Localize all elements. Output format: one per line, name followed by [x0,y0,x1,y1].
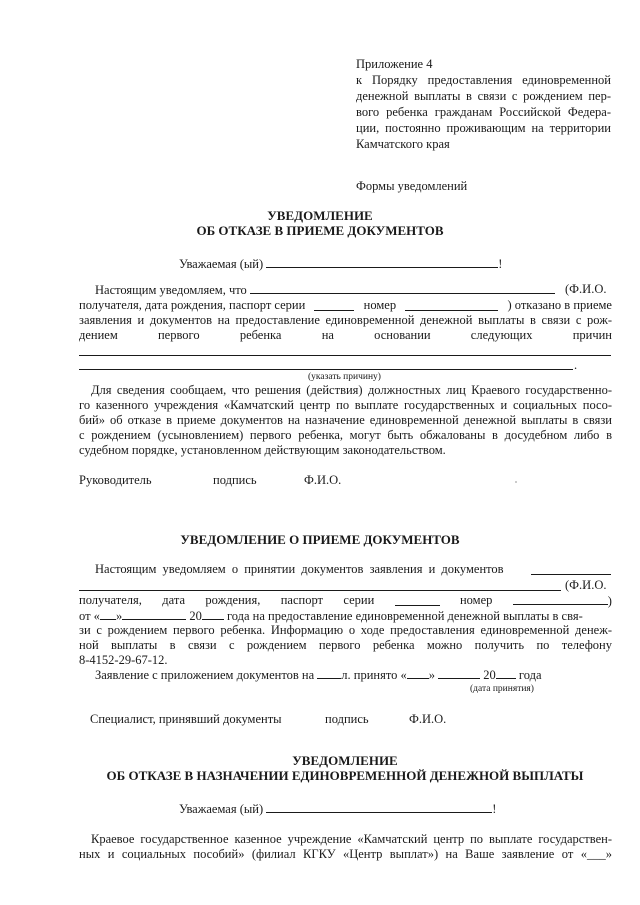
signature-fio: Ф.И.О. [304,473,342,487]
passport-series-blank [314,299,354,311]
word: серии [343,593,375,607]
signature-head: Руководитель [79,473,152,487]
notice3-title: УВЕДОМЛЕНИЕ [292,753,398,768]
year-blank [496,667,516,679]
text: года на предоставление единовременной денежной выплаты в свя- [226,609,583,623]
appendix-text-line: Камчатского края [356,137,450,151]
notice1-p2-line: Для сведения сообщаем, что решения (действия) должностных лиц Краевого государственно- [91,383,612,397]
day-blank [407,667,429,679]
text: от « [79,609,100,623]
passport-series-blank [395,594,440,606]
word: паспорт [280,593,324,607]
notice2-line3 [79,593,612,609]
text: ) отказано в приеме [507,298,612,312]
notice1-p1-line2 [79,298,612,313]
appendix-text-line: вого ребенка гражданам Российской Федера- [356,105,611,119]
signature-fio: Ф.И.О. [409,712,447,726]
month-blank [438,667,480,679]
notice3-line1: Краевое государственное казенное учреждение «Камчатский центр по выплате государствен- [91,832,612,846]
text: л. принято « [341,668,407,682]
word: дата [162,593,186,607]
greeting-label: Уважаемая (ый) [179,802,264,816]
word: рождения, [205,593,261,607]
word: номер [459,593,493,607]
text: Настоящим уведомляем о принятии документов заявления и документов [95,562,504,576]
text: Заявление с приложением документов на [95,668,315,682]
greeting-label: Уважаемая (ый) [179,257,264,271]
word: ребенка [239,328,282,342]
word: первого [157,328,200,342]
notice2-line6: ной выплаты в связи с рождением первого ребенка можно получить по телефону [79,638,612,652]
month-blank [122,608,186,620]
notice1-p2-line: го казенного учреждения «Камчатский центр по выплате государственных и социальных посо- [79,398,612,412]
text: ) [607,594,612,608]
reason-hint: (указать причину) [308,372,381,382]
day-blank [100,608,116,620]
signature-specialist: Специалист, принявший документы [90,712,282,726]
fio-label: (Ф.И.О. [565,282,607,296]
word: получателя, [79,593,142,607]
word: дением [79,328,118,342]
notice2-line5: зи с рождением первого ребенка. Информацию о ходе предоставления единовременной денеж- [79,623,612,637]
text: года [518,668,542,682]
pages-blank [317,667,341,679]
text: » [115,609,123,623]
greeting-name-blank [266,801,492,813]
notice1-p1-line4 [79,328,612,343]
signature-sign: подпись [325,712,369,726]
word: основании [374,328,431,342]
word: на [321,328,334,342]
notice3-greeting [179,801,496,817]
fio-label: (Ф.И.О. [565,578,607,592]
notice2-line8 [95,667,542,683]
appendix-text-line: ции, постоянно проживающим на территории [356,121,611,135]
documents-blank [531,574,611,575]
notice1-greeting [179,256,502,272]
appendix-text-line: к Порядку предоставления единовременной [356,73,611,87]
signature-sign: подпись [213,473,257,487]
text: получателя, дата рождения, паспорт серии [79,298,306,312]
notice2-line1 [95,562,504,577]
exclamation: ! [498,257,503,271]
reason-line [79,355,611,356]
word: следующих [470,328,533,342]
greeting-name-blank [266,256,498,268]
exclamation: ! [492,802,497,816]
word: причин [572,328,612,342]
text: номер [363,298,397,312]
year-blank [202,608,224,620]
notice1-subtitle: ОБ ОТКАЗЕ В ПРИЕМЕ ДОКУМЕНТОВ [196,223,444,238]
fio-blank-line [79,590,561,591]
appendix-text-line: денежной выплаты в связи с рождением пер- [356,89,611,103]
text: 20 [483,668,496,682]
text: » [428,668,436,682]
notice2-line4 [79,608,583,624]
notice1-title: УВЕДОМЛЕНИЕ [267,208,373,223]
notice1-p1-line3: заявления и документов на предоставление единовременной денежной выплаты в связи с рож- [79,313,612,327]
text: 20 [189,609,202,623]
reason-period: . [574,358,578,372]
notice3-subtitle: ОБ ОТКАЗЕ В НАЗНАЧЕНИИ ЕДИНОВРЕМЕННОЙ ДЕНЕЖНОЙ ВЫПЛАТЫ [106,768,584,783]
passport-number-blank [405,299,498,311]
forms-title: Формы уведомлений [356,179,468,193]
notice3-line2: ных и социальных пособий» (филиал КГКУ «Центр выплат») на Ваше заявление от «___» [79,847,612,861]
recipient-blank [250,282,555,294]
reason-line [79,369,573,370]
phone-number: 8-4152-29-67-12. [79,653,168,667]
date-hint: (дата принятия) [470,684,534,694]
scan-speck [515,481,517,483]
notice1-p2-line: судебном порядке, установленном действующим законодательством. [79,443,446,457]
text: Настоящим уведомляем, что [95,283,247,297]
appendix-number: Приложение 4 [356,57,433,71]
notice2-title: УВЕДОМЛЕНИЕ О ПРИЕМЕ ДОКУМЕНТОВ [180,532,460,547]
notice1-p1-line1 [95,282,555,298]
notice1-p2-line: бий» об отказе в приеме документов на назначение единовременной денежной выплаты в связи [79,413,612,427]
passport-number-blank [513,593,608,605]
notice1-p2-line: с рождением (усыновлением) первого ребенка, могут быть обжалованы в досудебном либо в [79,428,612,442]
